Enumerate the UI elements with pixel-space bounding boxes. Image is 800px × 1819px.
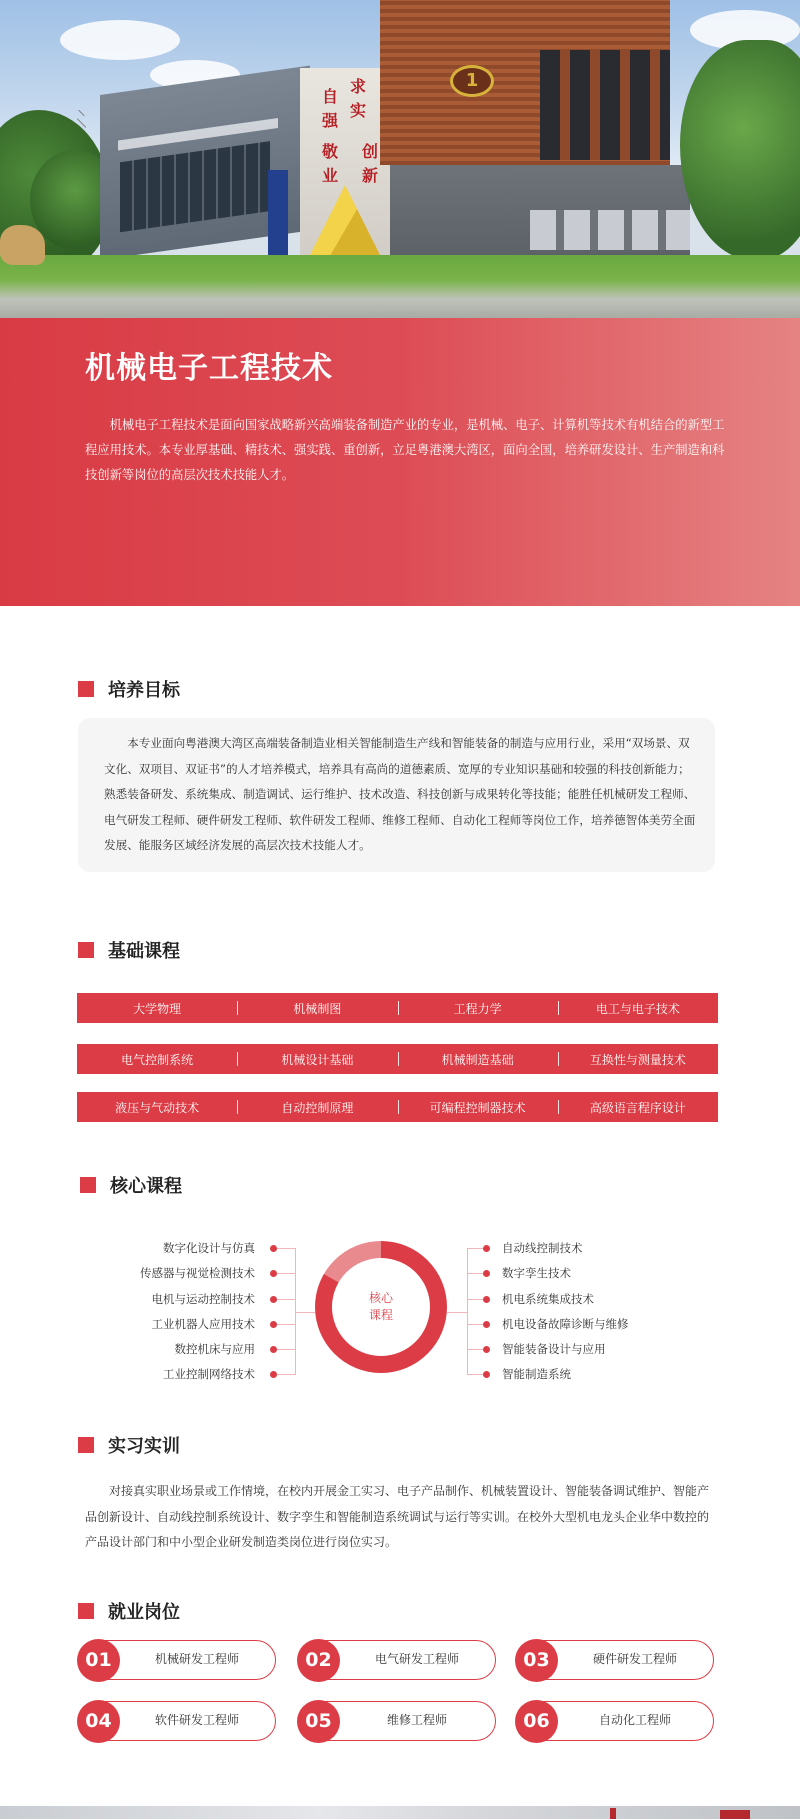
section-title: 核心课程: [110, 1176, 182, 1197]
hero-campus-photo: [0, 0, 800, 318]
bullet-dot: [270, 1346, 277, 1353]
section-goal-heading: [78, 676, 180, 702]
slogan-char: 自: [322, 87, 339, 106]
bullet-dot: [270, 1296, 277, 1303]
job-card: [78, 1701, 276, 1741]
core-ring-label: 核心: [368, 1291, 393, 1305]
job-label: 电气研发工程师: [374, 1652, 459, 1666]
slogan-char: 业: [322, 166, 339, 185]
bullet-dot: [483, 1346, 490, 1353]
course-cell: 自动控制原理: [237, 1092, 397, 1122]
section-marker-icon: [78, 942, 94, 958]
bullet-dot: [270, 1270, 277, 1277]
slogan-char: 创: [362, 142, 379, 161]
section-basic-heading: [78, 937, 180, 963]
job-number-badge: 03: [515, 1639, 558, 1682]
section-jobs-heading: [78, 1598, 180, 1624]
course-cell: 液压与气动技术: [115, 1100, 200, 1115]
course-cell: 电气控制系统: [121, 1052, 194, 1067]
tree: [680, 40, 800, 260]
core-course-right: 机电设备故障诊断与维修: [502, 1317, 629, 1331]
job-card: [298, 1640, 496, 1680]
section-title: 就业岗位: [108, 1602, 180, 1623]
course-cell: 高级语言程序设计: [558, 1092, 718, 1122]
core-course-left: 工业控制网络技术: [163, 1367, 255, 1381]
slogan-char: 强: [322, 111, 339, 130]
section-marker-icon: [78, 681, 94, 697]
intro-panel: [0, 318, 800, 606]
job-card: [516, 1701, 714, 1741]
core-course-left: 数控机床与应用: [174, 1342, 255, 1356]
section-title: 培养目标: [108, 680, 180, 701]
job-card: [516, 1640, 714, 1680]
bullet-dot: [483, 1245, 490, 1252]
course-row: [77, 1092, 718, 1122]
job-number-badge: 02: [297, 1639, 340, 1682]
core-course-right: 自动线控制技术: [502, 1241, 583, 1255]
course-cell: 大学物理: [133, 1001, 182, 1016]
connector-line: [467, 1248, 468, 1375]
job-number-badge: 05: [297, 1700, 340, 1743]
course-row: [77, 993, 718, 1023]
program-title: 机械电子工程技术: [85, 351, 333, 386]
connector-line: [277, 1248, 295, 1249]
slogan-char: 求: [350, 77, 367, 96]
course-cell: 机械设计基础: [237, 1044, 397, 1074]
job-label: 软件研发工程师: [154, 1713, 239, 1727]
building-emblem: 1: [450, 65, 494, 97]
section-core-heading: [80, 1172, 182, 1198]
slogan-char: 敬: [322, 142, 339, 161]
lawn: [0, 255, 800, 318]
goal-text: 本专业面向粤港澳大湾区高端装备制造业相关智能制造生产线和智能装备的制造与应用行业，采用“双场景、双文化、双项目、双证书”的人才培养模式，培养具有高尚的道德素质、宽厚的专业知识基础和较强的科技创新能力；熟悉装备研发、系统集成、制造调试、运行维护、技术改造、科技创新与成果转化等技能；能胜任机械研发工程师、电气研发工程师、硬件研发工程师、软件研发工程师、维修工程师、自动化工程师等岗位工作，培养德智体美劳全面发展、能服务区域经济发展的高层次技术技能人才。: [104, 736, 696, 852]
section-title: 实习实训: [108, 1436, 180, 1457]
core-course-right: 数字孪生技术: [502, 1266, 571, 1280]
section-practice-heading: [78, 1432, 180, 1458]
job-label: 机械研发工程师: [154, 1652, 239, 1666]
connector-line: [295, 1312, 315, 1313]
job-card: [78, 1640, 276, 1680]
core-course-right: 智能装备设计与应用: [502, 1342, 606, 1356]
core-ring: [315, 1241, 447, 1373]
connector-line: [277, 1349, 295, 1350]
bullet-dot: [483, 1270, 490, 1277]
bullet-dot: [270, 1245, 277, 1252]
footer-photo-strip: [0, 1806, 800, 1819]
course-row: [77, 1044, 718, 1074]
bullet-dot: [270, 1321, 277, 1328]
program-intro-text: 机械电子工程技术是面向国家战略新兴高端装备制造产业的专业，是机械、电子、计算机等技术有机结合的新型工程应用技术。本专业厚基础、精技术、强实践、重创新，立足粤港澳大湾区，面向全国，培养研发设计、生产制造和科技创新等岗位的高层次技术技能人才。: [85, 418, 725, 482]
core-ring-center: [332, 1258, 430, 1356]
job-number-badge: 06: [515, 1700, 558, 1743]
job-label: 硬件研发工程师: [592, 1652, 677, 1666]
vertical-banner: [268, 170, 288, 265]
course-cell: 电工与电子技术: [558, 993, 718, 1023]
connector-line: [277, 1299, 295, 1300]
course-cell: 可编程控制器技术: [398, 1092, 558, 1122]
core-course-left: 电机与运动控制技术: [151, 1292, 255, 1306]
core-course-left: 数字化设计与仿真: [163, 1241, 255, 1255]
section-marker-icon: [78, 1437, 94, 1453]
core-ring-label: 课程: [368, 1308, 393, 1322]
connector-line: [277, 1324, 295, 1325]
bullet-dot: [483, 1321, 490, 1328]
section-title: 基础课程: [108, 941, 180, 962]
goal-box: [78, 718, 715, 872]
job-label: 维修工程师: [386, 1713, 447, 1727]
connector-line: [277, 1273, 295, 1274]
job-label: 自动化工程师: [598, 1713, 671, 1727]
slogan-char: 实: [350, 101, 367, 120]
core-course-right: 智能制造系统: [502, 1367, 571, 1381]
bullet-dot: [483, 1371, 490, 1378]
job-number-badge: 04: [77, 1700, 120, 1743]
job-number-badge: 01: [77, 1639, 120, 1682]
core-course-left: 工业机器人应用技术: [151, 1317, 255, 1331]
rock: [0, 225, 45, 265]
connector-line: [447, 1312, 467, 1313]
course-cell: 工程力学: [398, 993, 558, 1023]
course-cell: 机械制图: [237, 993, 397, 1023]
practice-text: 对接真实职业场景或工作情境，在校内开展金工实习、电子产品制作、机械装置设计、智能装备调试维护、智能产品创新设计、自动线控制系统设计、数字孪生和智能制造系统调试与运行等实训。在校外大型机电龙头企业华中数控的产品设计部门和中小型企业研发制造类岗位进行岗位实习。: [85, 1484, 710, 1549]
section-marker-icon: [80, 1177, 96, 1193]
brick-building: [380, 0, 670, 165]
section-marker-icon: [78, 1603, 94, 1619]
job-card: [298, 1701, 496, 1741]
connector-line: [277, 1374, 295, 1375]
course-cell: 互换性与测量技术: [558, 1044, 718, 1074]
bullet-dot: [270, 1371, 277, 1378]
core-course-left: 传感器与视觉检测技术: [140, 1266, 255, 1280]
slogan-char: 新: [362, 166, 379, 185]
core-course-right: 机电系统集成技术: [502, 1292, 594, 1306]
course-cell: 机械制造基础: [398, 1044, 558, 1074]
bullet-dot: [483, 1296, 490, 1303]
